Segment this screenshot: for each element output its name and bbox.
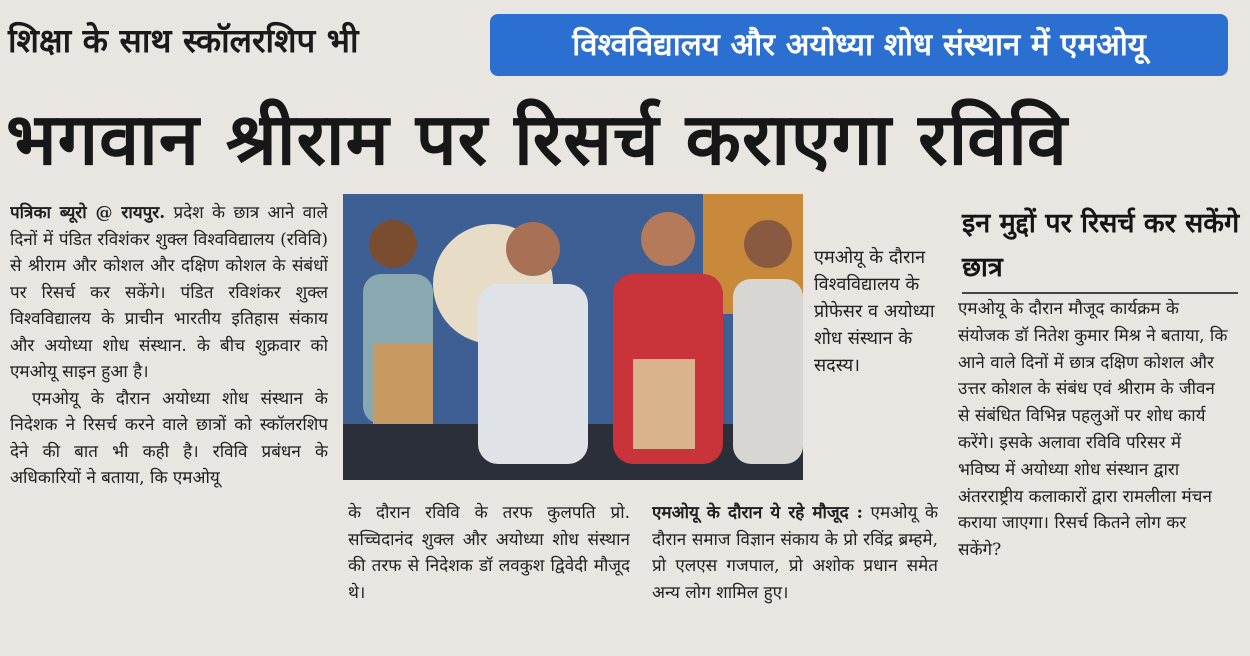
- attendees-lead: एमओयू के दौरान ये रहे मौजूद :: [652, 503, 863, 523]
- article-column-1: [10, 200, 328, 652]
- headline: भगवान श्रीराम पर रिसर्च कराएगा रविवि: [6, 97, 1068, 181]
- news-photo: [343, 194, 803, 480]
- article-paragraph-1: [10, 200, 328, 386]
- article-column-2: [348, 500, 630, 650]
- kicker-text: शिक्षा के साथ स्कॉलरशिप भी: [8, 21, 359, 60]
- article-paragraph-2: एमओयू के दौरान अयोध्या शोध संस्थान के निदेशक ने रिसर्च करने वाले छात्रों को स्कॉलरशिप देने की बात भी कही है। रविवि प्रबंधन के अधिकारियों ने बताया, कि एमओयू: [10, 388, 328, 488]
- byline: पत्रिका ब्यूरो @ रायपुर.: [10, 203, 166, 223]
- sidebar-title: इन मुद्दों पर रिसर्च कर सकेंगे छात्र: [962, 208, 1240, 283]
- sidebar-divider: [962, 292, 1238, 294]
- photo-illustration: [343, 194, 803, 480]
- sidebar-heading: [962, 202, 1244, 294]
- sidebar-body: एमओयू के दौरान मौजूद कार्यक्रम के संयोजक डॉ नितेश कुमार मिश्र ने बताया, कि आने वाले दिनों में छात्र दक्षिण कोशल और उत्तर कोशल के संबंध एवं श्रीराम के जीवन से संबंधित विभिन्न पहलुओं पर शोध कार्य करेंगे। इसके अलावा रविवि परिसर में भविष्य में अयोध्या शोध संस्थान द्वारा अंतरराष्ट्रीय कलाकारों द्वारा रामलीला मंचन कराया जाएगा। रिसर्च कितने लोग कर सकेंगे?: [958, 299, 1228, 561]
- kicker-box: विश्वविद्यालय और अयोध्या शोध संस्थान में एमओयू: [490, 14, 1228, 76]
- article-paragraph-4: [652, 500, 938, 606]
- article-text: प्रदेश के छात्र आने वाले दिनों में पंडित रविशंकर शुक्ल विश्वविद्यालय (रविवि) से श्रीराम और कोशल और दक्षिण कोशल के संबंधों पर रिसर्च कर सकेंगे। पंडित रविशंकर शुक्ल विश्वविद्यालय के प्राचीन भारतीय इतिहास संकाय और अयोध्या शोध संस्थान. के बीच शुक्रवार को एमओयू साइन हुआ है।: [10, 203, 328, 382]
- article-paragraph-3: के दौरान रविवि के तरफ कुलपति प्रो. सच्चिदानंद शुक्ल और अयोध्या शोध संस्थान की तरफ से निदेशक डॉ लवकुश द्विवेदी मौजूद थे।: [348, 503, 630, 603]
- attendees-text: एमओयू के दौरान समाज विज्ञान संकाय के प्रो रविंद्र ब्रम्हमे, प्रो एलएस गजपाल, प्रो अशोक प्रधान समेत अन्य लोग शामिल हुए।: [652, 503, 938, 603]
- photo-caption: एमओयू के दौरान विश्वविद्यालय के प्रोफेसर व अयोध्या शोध संस्थान के सदस्य।: [814, 247, 935, 376]
- article-column-3: [652, 500, 938, 650]
